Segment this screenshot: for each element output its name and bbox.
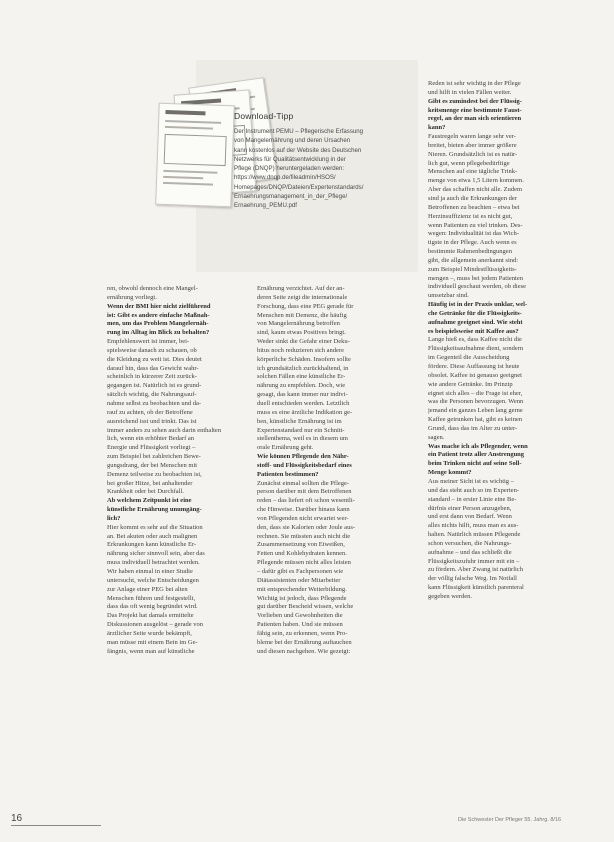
document-thumbnail-front	[155, 103, 235, 208]
text-line: von Pflegenden nicht erwartet wer-	[257, 514, 349, 522]
text-line: Diskussionen ausgelöst – gerade von	[107, 621, 204, 629]
text-line: nahme selbst zu beobachten und da-	[107, 399, 202, 407]
text-line: den, dass sie Kalorien oder Joule aus-	[257, 523, 356, 531]
text-line: Forschung, dass eine PEG gerade für	[257, 302, 354, 310]
text-line: deren Seite zeigt die internationale	[257, 293, 348, 301]
text-line: rauf zu achten, ob der Betroffene	[107, 408, 193, 416]
text-line: muss individuell betrachtet werden.	[107, 559, 200, 567]
text-line: Energie und Flüssigkeit vorliegt –	[107, 444, 196, 452]
tip-line: Netzwerks für Qualitätsentwicklung in der	[234, 155, 346, 163]
footer-rule	[11, 825, 101, 826]
text-line: Ernährung verzichtet. Auf der an-	[257, 285, 345, 292]
text-line: bestimmte Rahmenbedingungen	[428, 248, 512, 256]
document-thumbnail-stack	[145, 74, 245, 214]
question-line: Was mache ich als Pflegender, wenn	[428, 442, 528, 450]
text-line: Expertenstandard nur ein Schnitt-	[257, 426, 345, 434]
text-line: Patienten haben. Und sie müssen	[257, 621, 343, 629]
text-line: Weder sinkt die Gefahr einer Deku-	[257, 338, 350, 346]
text-line: lich gut, wenn pflegebedürftige	[428, 159, 510, 167]
text-line: ärztlicher Seite wurde bekämpft,	[107, 629, 192, 637]
question-line: Häufig ist in der Praxis unklar, wel-	[428, 301, 528, 309]
text-line: eignet sich alles – die Frage ist eher,	[428, 389, 523, 397]
text-line: Flüssigkeitszufuhr immer mit ein –	[428, 557, 520, 565]
text-line: die Kleidung zu weit ist. Dies deutet	[107, 355, 202, 363]
text-line: im Gegenteil die Ausscheidung	[428, 354, 510, 362]
question-line: Patienten bestimmen?	[257, 470, 319, 478]
question-line: men, um das Problem Mangelernäh-	[107, 320, 209, 328]
question-line: regel, an der man sich orientieren	[428, 115, 522, 123]
text-line: fördere. Diese Auffassung ist heute	[428, 363, 520, 370]
text-line: und diesen nachgehen. Wie gezeigt:	[257, 647, 351, 655]
tip-line: Der Instrument PEMU – Pflegerische Erfassung	[234, 128, 364, 135]
text-line: Zunächst einmal sollten die Pflege-	[257, 479, 350, 487]
text-line: sind, kaum etwas Positives bringt.	[257, 329, 346, 337]
question-line: keitsmenge eine bestimmte Faust-	[428, 106, 522, 114]
text-line: tigste in der Pflege. Auch wenn es	[428, 239, 517, 247]
text-line: spielsweise danach zu schauen, ob	[107, 346, 197, 354]
text-line: gesagt, das kann immer nur indivi-	[257, 391, 348, 399]
text-line: ernährung vorliegt.	[107, 293, 157, 301]
text-line: bleme bei der Ernährung auftauchen	[257, 638, 352, 646]
text-line: Vorlieben und Gewohnheiten die	[257, 612, 343, 620]
text-line: Faustregeln waren lange sehr ver-	[428, 133, 516, 141]
question-line: ein Patient trotz aller Anstrengung	[428, 451, 525, 459]
text-line: halten. Natürlich müssen Pflegende	[428, 531, 521, 539]
tip-line: von Mangelernährung und deren Ursachen	[234, 137, 351, 145]
text-line: breitet, bieten aber immer größere	[428, 141, 517, 149]
text-line: menge von etwa 1,5 Litern kommen.	[428, 177, 524, 185]
text-line: dass das oft wenig begründet wird.	[107, 603, 198, 611]
tip-line[interactable]: Ernaehrung_PEMU.pdf	[234, 202, 298, 210]
text-line: Diätassistenten oder Mitarbeiter	[257, 576, 341, 584]
question-line: Ab welchem Zeitpunkt ist eine	[107, 497, 192, 505]
question-line: Wie können Pflegende den Nähr-	[257, 453, 349, 461]
text-line: umsetzbar sind.	[428, 292, 469, 300]
text-line: körperliche Schäden. Insofern sollte	[257, 355, 351, 363]
text-line: sagen.	[428, 433, 445, 441]
text-line: Erkrankungen kann künstliche Er-	[107, 541, 197, 549]
question-line: künstliche Ernährung unumgäng-	[107, 506, 202, 514]
text-line: Pflegende müssen nicht alles leisten	[257, 559, 351, 567]
question-line: aufnahme geeignet sind. Wie steht	[428, 318, 523, 326]
text-line: Empfehlenswert ist immer, bei-	[107, 338, 190, 346]
article-column-3	[428, 80, 594, 602]
question-line: stoff- und Flüssigkeitsbedarf eines	[257, 461, 352, 469]
text-line: ich grundsätzlich zurückhaltend, in	[257, 364, 349, 372]
text-line: mengen –, muss bei jedem Patienten	[428, 274, 523, 282]
text-line: sätzlich wichtig, die Nahrungsauf-	[107, 391, 197, 399]
text-line: zu fördern. Aber Zwang ist natürlich	[428, 566, 523, 574]
text-line: obsolet. Kaffee ist genauso geeignet	[428, 371, 522, 379]
text-line: wenn Patienten zu viel trinken. Des-	[428, 221, 523, 229]
question-line: che Getränke für die Flüssigkeits-	[428, 309, 522, 317]
text-line: an. Bei akuten oder auch malignen	[107, 532, 198, 540]
text-line: Reden ist sehr wichtig in der Pflege	[428, 80, 521, 87]
text-line: ben, künstliche Ernährung ist im	[257, 417, 342, 425]
text-line: was die Personen bevorzugen. Wenn	[428, 398, 524, 406]
text-line: ren, obwohl dennoch eine Mangel-	[107, 285, 198, 292]
text-line: bei großer Hitze, bei anhaltender	[107, 479, 193, 487]
text-line: person darüber mit dem Betroffenen	[257, 488, 352, 496]
question-line: Wenn der BMI hier nicht zielführend	[107, 302, 211, 310]
text-line: ausreichend isst und trinkt. Das ist	[107, 417, 197, 425]
magazine-footer: Die Schwester Der Pfleger 55. Jahrg. 8/16	[458, 817, 562, 823]
question-line: beim Trinken nicht auf seine Soll-	[428, 460, 522, 468]
question-line: Gibt es zumindest bei der Flüssig-	[428, 97, 522, 105]
text-line: und das steht auch so im Experten-	[428, 486, 519, 494]
text-line: jemand ein ganzes Leben lang gerne	[428, 407, 523, 415]
tip-line[interactable]: https://www.dnqp.de/fileadmin/HSOS/	[234, 174, 336, 182]
text-line: zur Anlage einer PEG bei alten	[107, 585, 188, 593]
text-line: alles nichts hilft, muss man es aus-	[428, 522, 519, 530]
text-line: orale Ernährung geht.	[257, 444, 314, 452]
text-line: Lange hieß es, dass Kaffee nicht die	[428, 336, 522, 344]
text-line: reden – das liefert oft schon wesentli-	[257, 497, 355, 505]
tip-line[interactable]: Homepages/DNQP/Dateien/Expertenstandards/	[234, 183, 364, 191]
text-line: von Mangelernährung betroffen	[257, 320, 340, 328]
tip-line[interactable]: Ernaehrungsmanagement_in_der_Pflege/	[234, 193, 348, 201]
text-line: dürfnis einer Person anzugeben,	[428, 504, 512, 512]
text-line: bitus noch reduzieren sich andere	[257, 346, 344, 354]
text-line: Menschen führen und festgestellt,	[107, 594, 196, 602]
text-line: aufnahme – und das schließt die	[428, 548, 512, 556]
text-line: stellenthema, weil es in diesem um	[257, 435, 348, 443]
text-line: Wir haben einmal in einer Studie	[107, 568, 193, 575]
text-line: wie andere Getränke. Im Prinzip	[428, 380, 513, 388]
text-line: mit entsprechender Weiterbildung.	[257, 585, 347, 593]
page-number: 16	[11, 813, 23, 824]
text-line: der völlig falsche Weg. Im Notfall	[428, 575, 517, 583]
text-line: und erst dann von Bedarf. Wenn	[428, 513, 512, 521]
tip-line: kann kostenlos auf der Website des Deutschen	[234, 146, 362, 154]
text-line: che Hinweise. Darüber hinaus kann	[257, 506, 350, 514]
text-line: solchen Fällen eine künstliche Er-	[257, 373, 346, 381]
text-line: Flüssigkeitsaufnahme dient, sondern	[428, 345, 524, 353]
text-line: Nieren. Grundsätzlich ist es natür-	[428, 150, 518, 158]
question-line: kann?	[428, 124, 446, 132]
text-line: Fetten und Kohlehydraten kennen.	[257, 550, 347, 558]
article-column-1	[107, 285, 273, 656]
text-line: untersucht, welche Entscheidungen	[107, 576, 199, 584]
text-line: kann Flüssigkeit künstlich parenteral	[428, 584, 524, 592]
text-line: Demenz teilweise zu beobachten ist,	[107, 470, 202, 478]
text-line: und hilft in vielen Fällen weiter.	[428, 88, 512, 96]
download-tip-text	[234, 127, 414, 211]
text-line: – dafür gibt es Fachpersonen wie	[257, 568, 344, 575]
text-line: Herzinsuffizienz ist es nicht gut,	[428, 212, 513, 220]
text-line: Das Projekt hat damals ermittelte	[107, 612, 194, 620]
text-line: gungsdrang, der bei Menschen mit	[107, 461, 198, 469]
text-line: rechnen. Sie müssten auch nicht die	[257, 532, 351, 540]
text-line: scheinlich in kürzerer Zeit zurück-	[107, 373, 197, 381]
text-line: gut darüber Bescheid wissen, welche	[257, 603, 354, 611]
article-column-2	[257, 285, 423, 656]
text-line: nährung sicher sinnvoll sein, aber das	[107, 550, 205, 558]
text-line: Kaffee getrunken hat, gibt es keinen	[428, 416, 523, 424]
text-line: Aber das schaffen nicht alle. Zudem	[428, 186, 523, 194]
text-line: lich, wenn ein erhöhter Bedarf an	[107, 435, 194, 443]
tip-line: Pflege (DNQP) heruntergeladen werden:	[234, 165, 345, 173]
text-line: schon versuchen, die Nahrungs-	[428, 539, 512, 547]
download-tip-title: Download-Tipp	[234, 111, 294, 121]
text-line: man müsse mit einem Bein im Ge-	[107, 638, 198, 646]
question-line: rung im Alltag im Blick zu behalten?	[107, 329, 210, 337]
text-line: nährung zu empfehlen. Doch, wie	[257, 382, 346, 390]
text-line: fähig sein, zu erkennen, wenn Pro-	[257, 629, 348, 637]
text-line: Menschen auf eine tägliche Trink-	[428, 168, 518, 176]
text-line: muss es eine ärztliche Indikation ge-	[257, 408, 353, 416]
text-line: duell entschieden werden. Letztlich	[257, 399, 350, 407]
text-line: immer anders zu sehen auch darin enthalten	[107, 426, 222, 434]
text-line: Grund, dass das im Alter zu unter-	[428, 424, 518, 432]
text-line: sind ja auch die Erkrankungen der	[428, 194, 517, 202]
text-line: zum Beispiel bei zahlreichen Bewe-	[107, 453, 201, 461]
text-line: gibt, die allgemein anerkannt sind:	[428, 256, 519, 264]
text-line: gegeben werden.	[428, 592, 473, 600]
text-line: Zusammensetzung von Eiweißen,	[257, 541, 345, 549]
text-line: zum Beispiel Mindestflüssigkeits-	[428, 265, 517, 273]
text-line: standard – in erster Linie eine Be-	[428, 495, 517, 503]
text-line: Aus meiner Sicht ist es wichtig –	[428, 477, 514, 485]
text-line: Menschen mit Demenz, die häufig	[257, 311, 347, 319]
text-line: Betroffenen zu beachten – etwa bei	[428, 203, 520, 211]
text-line: gegangen ist. Natürlich ist es grund-	[107, 382, 202, 390]
text-line: Hier kommt es sehr auf die Situation	[107, 523, 203, 531]
question-line: es beispielsweise mit Kaffee aus?	[428, 327, 519, 335]
question-line: Menge kommt?	[428, 469, 472, 477]
text-line: Wichtig ist jedoch, dass Pflegende	[257, 594, 347, 602]
text-line: wegen: Individualität ist das Wich-	[428, 230, 519, 238]
text-line: Krankheit oder bei Durchfall.	[107, 488, 184, 496]
text-line: individuell geschaut werden, ob diese	[428, 283, 527, 291]
text-line: fängnis, wenn man auf künstliche	[107, 647, 195, 655]
question-line: lich?	[107, 514, 121, 522]
question-line: ist: Gibt es andere einfache Maßnah-	[107, 311, 210, 319]
text-line: darauf hin, dass das Gewicht wahr-	[107, 364, 199, 372]
